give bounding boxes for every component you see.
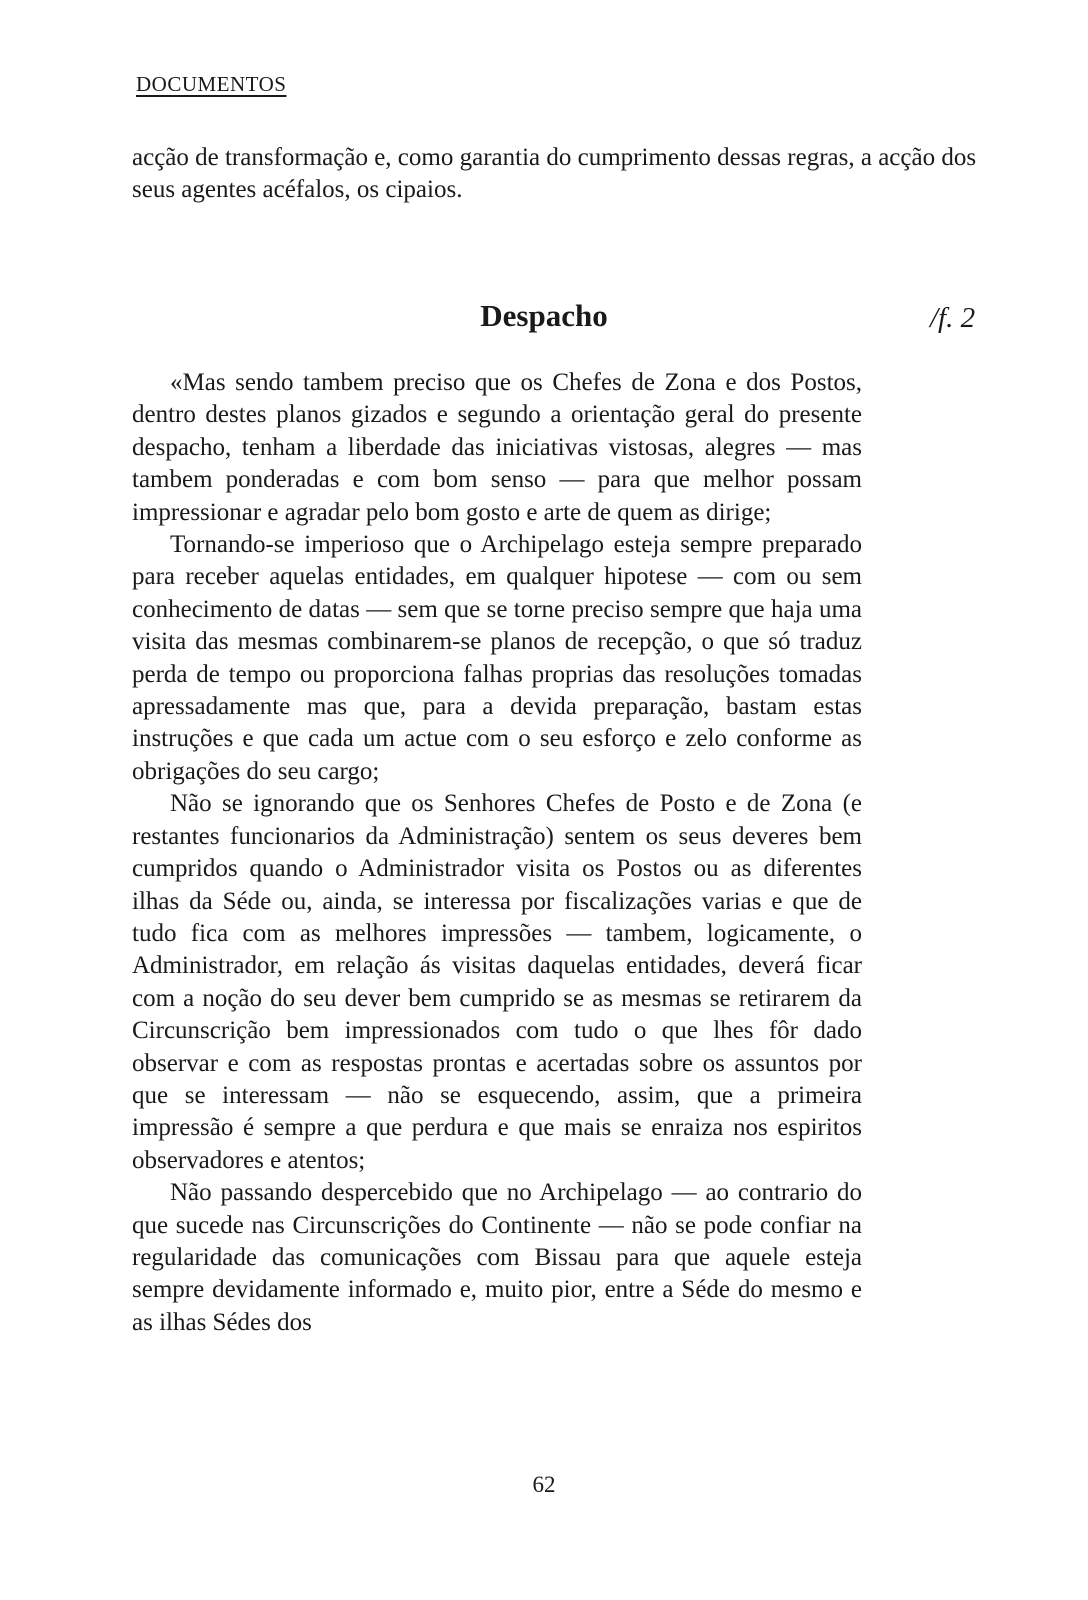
paragraph-2: Tornando-se imperioso que o Archipelago esteja sempre preparado para receber aquelas entidades, em qualquer hipotese — com ou sem conhecimento de datas — sem que se torne preciso sempre que haja uma visita das mesmas combinarem-se planos de recepção, o que só traduz perda de tempo ou proporciona falhas proprias das resoluções tomadas apressadamente mas que, para a devida preparação, bastam estas instruções e que cada um actue com o seu esforço e zelo conforme as obrigações do seu cargo;: [132, 531, 862, 785]
page-number: 62: [532, 1472, 556, 1497]
folio-mark: /f. 2: [930, 302, 976, 334]
body-text: [132, 367, 862, 1339]
intro-paragraph: [132, 142, 978, 206]
intro-text: acção de transformação e, como garantia do cumprimento dessas regras, a acção dos seus agentes acéfalos, os cipaios.: [132, 144, 977, 203]
section-title: Despacho: [480, 298, 608, 333]
paragraph-1: «Mas sendo tambem preciso que os Chefes de Zona e dos Postos, dentro destes planos gizados e segundo a orientação geral do presente despacho, tenham a liberdade das iniciativas vistosas, alegres — mas tambem ponderadas e com bom senso — para que melhor possam impressionar e agradar pelo bom gosto e arte de quem as dirige;: [132, 369, 862, 526]
running-head: DOCUMENTOS: [136, 72, 287, 96]
paragraph-4: Não passando despercebido que no Archipelago — ao contrario do que sucede nas Circunscrições do Continente — não se pode confiar na regularidade das comunicações com Bissau para que aquele esteja sempre devidamente informado e, muito pior, entre a Séde do mesmo e as ilhas Sédes dos: [132, 1179, 862, 1336]
paragraph-3: Não se ignorando que os Senhores Chefes de Posto e de Zona (e restantes funcionarios da Administração) sentem os seus deveres bem cumpridos quando o Administrador visita os Postos ou as diferentes ilhas da Séde ou, ainda, se interessa por fiscalizações varias e que de tudo fica com as melhores impressões — tambem, logicamente, o Administrador, em relação ás visitas daquelas entidades, deverá ficar com a noção do seu dever bem cumprido se as mesmas se retirarem da Circunscrição bem impressionados com tudo o que lhes fôr dado observar e com as respostas prontas e acertadas sobre os assuntos por que se interessam — não se esquecendo, assim, que a primeira impressão é sempre a que perdura e que mais se enraiza nos espiritos observadores e atentos;: [132, 790, 862, 1174]
